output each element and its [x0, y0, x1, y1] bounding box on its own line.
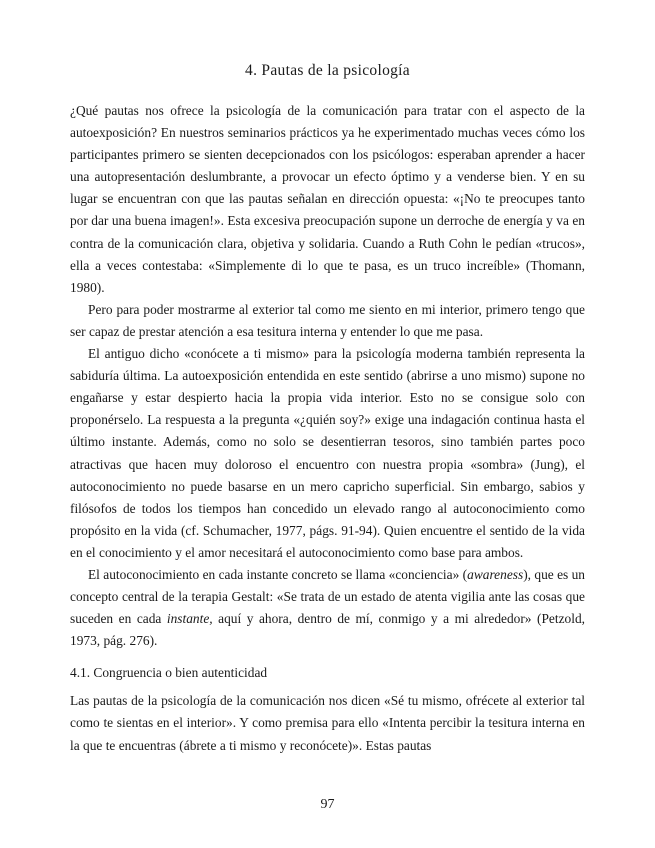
section-heading: 4.1. Congruencia o bien autenticidad [70, 665, 268, 681]
body-text [70, 100, 585, 757]
page-number: 97 [320, 797, 335, 812]
awareness-term: awareness [467, 566, 524, 582]
awareness-text-part-2: ), que es un concepto central de la terapia Gestalt: «Se trata de un estado de atenta vigilia ante las cosas que suceden en cada [70, 566, 586, 627]
paragraph-congruence: Las pautas de la psicología de la comunicación nos dicen «Sé tu mismo, ofrécete al exterior tal como te sientas en el interior». Y como premisa para ello «Intenta percibir la tesitura interna en la que te encuentras (ábrete a ti mismo y reconócete)». Estas pautas [70, 693, 585, 753]
paragraph-intro: ¿Qué pautas nos ofrece la psicología de la comunicación para tratar con el aspecto de la autoexposición? En nuestros seminarios prácticos ya he experimentado muchas veces cómo los participantes primero se sienten decepcionados con los psicólogos: esperaban aprender a hacer una autopresentación deslumbrante, a provocar un efecto óptimo y a venderse bien. Y en su lugar se encuentran con que las pautas señalan en dirección opuesta: «¡No te preocupes tanto por dar una buena imagen!». Esta excesiva preocupación supone un derroche de energía y va en contra de la comunicación clara, objetiva y solidaria. Cuando a Ruth Cohn le pedían «trucos», ella a veces contestaba: «Simplemente di lo que te pasa, es un truco increíble» (Thomann, 1980). [70, 103, 585, 295]
awareness-text-part-3: aquí y ahora, dentro de mí, conmigo y a mi alrededor» (Petzold, 1973, pág. 276). [70, 611, 585, 649]
paragraph-awareness [70, 564, 585, 652]
chapter-title: 4. Pautas de la psicología [245, 62, 410, 79]
awareness-text-part-1: El autoconocimiento en cada instante concreto se llama «conciencia» ( [88, 566, 468, 582]
instant-term: instante, [166, 611, 213, 627]
paragraph-interior: Pero para poder mostrarme al exterior tal como me siento en mi interior, primero tengo que ser capaz de prestar atención a esa tesitura interna y entender lo que me pasa. [70, 301, 585, 339]
paragraph-self-knowledge: El antiguo dicho «conócete a ti mismo» para la psicología moderna también representa la sabiduría última. La autoexposición entendida en este sentido (abrirse a uno mismo) supone no engañarse y estar despierto hacia la propia vida interior. Esto no se consigue solo con proponérselo. La respuesta a la pregunta «¿quién soy?» exige una indagación continua hasta el último instante. Además, como no solo se desentierran tesoros, sino también partes poco atractivas que hacen muy doloroso el encuentro con nuestra propia «sombra» (Jung), el autoconocimiento no puede basarse en un mero capricho superficial. Sin embargo, sabios y filósofos de todos los tiempos han concedido un elevado rango al autoconocimiento como propósito en la vida (cf. Schumacher, 1977, págs. 91-94). Quien encuentre el sentido de la vida en el conocimiento y el amor necesitará el autoconocimiento como base para ambos. [70, 346, 585, 560]
